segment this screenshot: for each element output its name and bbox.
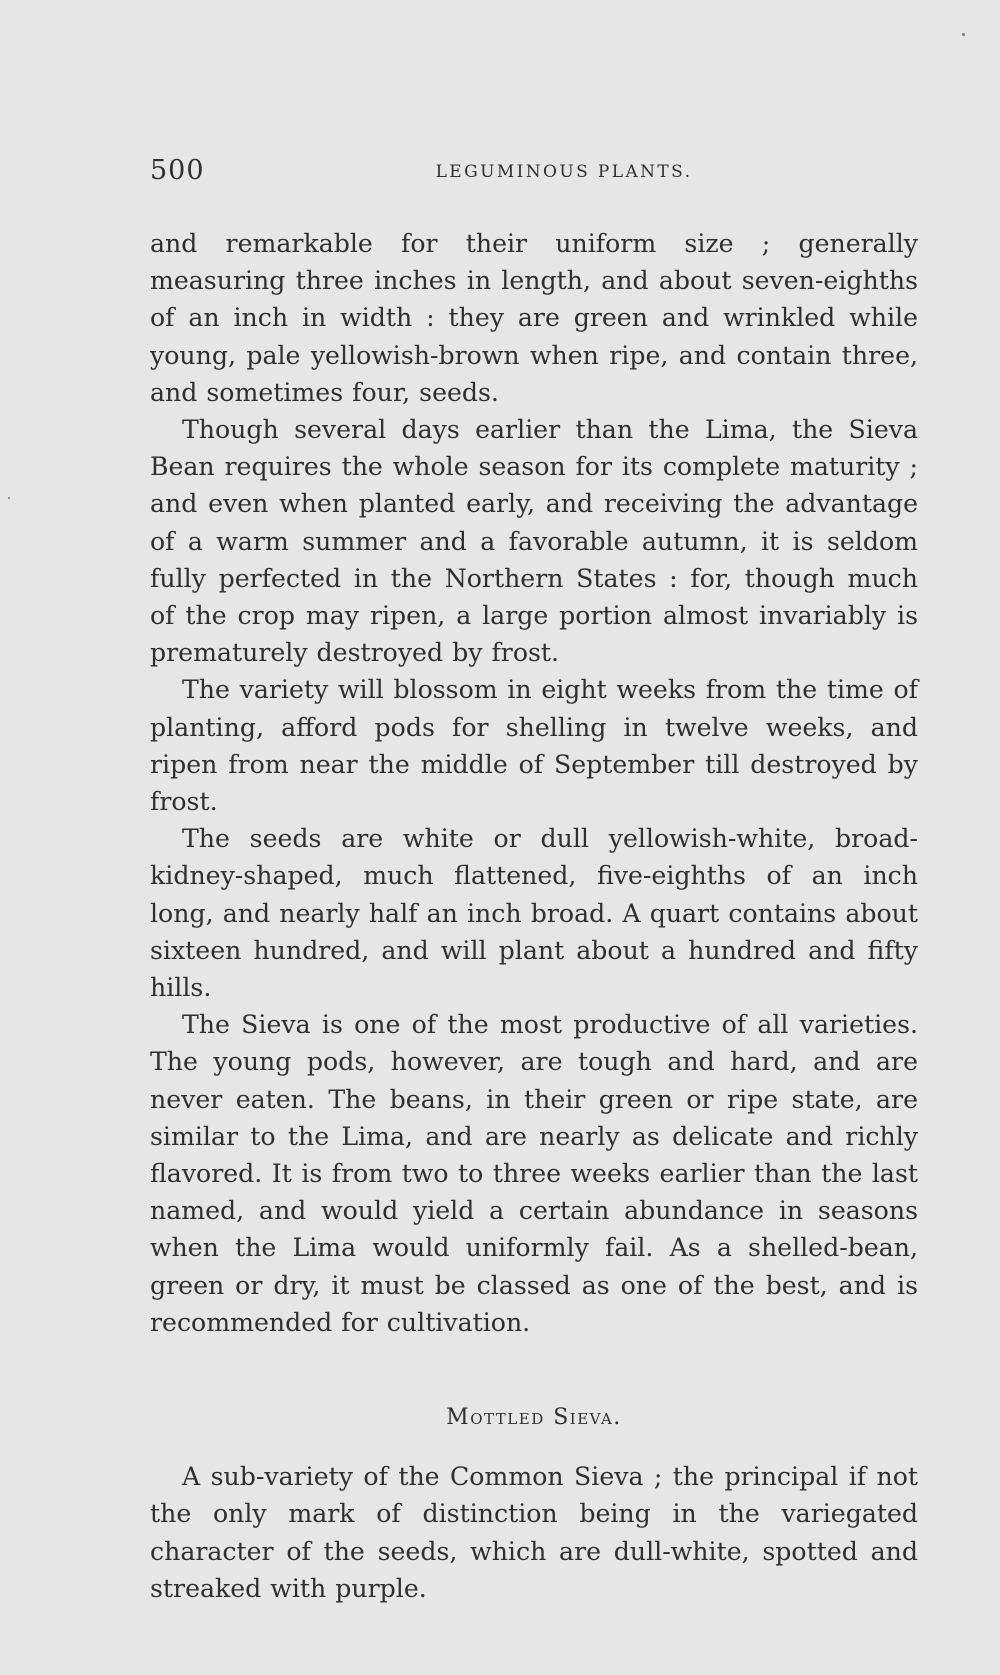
paragraph-continued: and remarkable for their uniform size ; generally measuring three inches in length, and about seven-eighths of an inch in width : they are green and wrinkled while young, pale yellowish-brown when ripe, and contain three, and sometimes four, seeds. <box>150 229 918 407</box>
page-number: 500 <box>150 155 205 186</box>
scan-speck <box>962 33 965 36</box>
paragraph: The Sieva is one of the most productive of all varieties. The young pods, however, are tough and hard, and are never eaten. The beans, in their green or ripe state, are similar to the Lima, and are nearly as delicate and richly flavored. It is from two to three weeks earlier than the last named, and would yield a certain abundance in seasons when the Lima would uniformly fail. As a shelled-bean, green or dry, it must be classed as one of the best, and is recommended for cultivation. <box>150 1010 918 1337</box>
paragraph: The variety will blossom in eight weeks from the time of planting, afford pods for shelling in twelve weeks, and ripen from near the middle of September till destroyed by frost. <box>150 675 918 817</box>
scan-speck <box>8 497 10 499</box>
paragraph: Though several days earlier than the Lima, the Sieva Bean requires the whole season for its complete maturity ; and even when planted early, and receiving the advantage of a warm summer and a favorable autumn, it is seldom fully perfected in the Northern States : for, though much of the crop may ripen, a large portion almost invariably is prematurely destroyed by frost. <box>150 415 918 668</box>
book-page <box>150 155 918 1607</box>
paragraph: The seeds are white or dull yellowish-white, broad-kidney-shaped, much flattened, five-eighths of an inch long, and nearly half an inch broad. A quart contains about sixteen hundred, and will plant about a hundred and fifty hills. <box>150 824 918 1003</box>
running-title: LEGUMINOUS PLANTS. <box>435 162 693 182</box>
section-heading: Mottled Sieva. <box>446 1405 622 1431</box>
section-paragraph: A sub-variety of the Common Sieva ; the principal if not the only mark of distinction being in the variegated character of the seeds, which are dull-white, spotted and streaked with purple. <box>150 1462 918 1603</box>
body-text <box>150 225 918 1607</box>
running-head <box>150 155 918 195</box>
